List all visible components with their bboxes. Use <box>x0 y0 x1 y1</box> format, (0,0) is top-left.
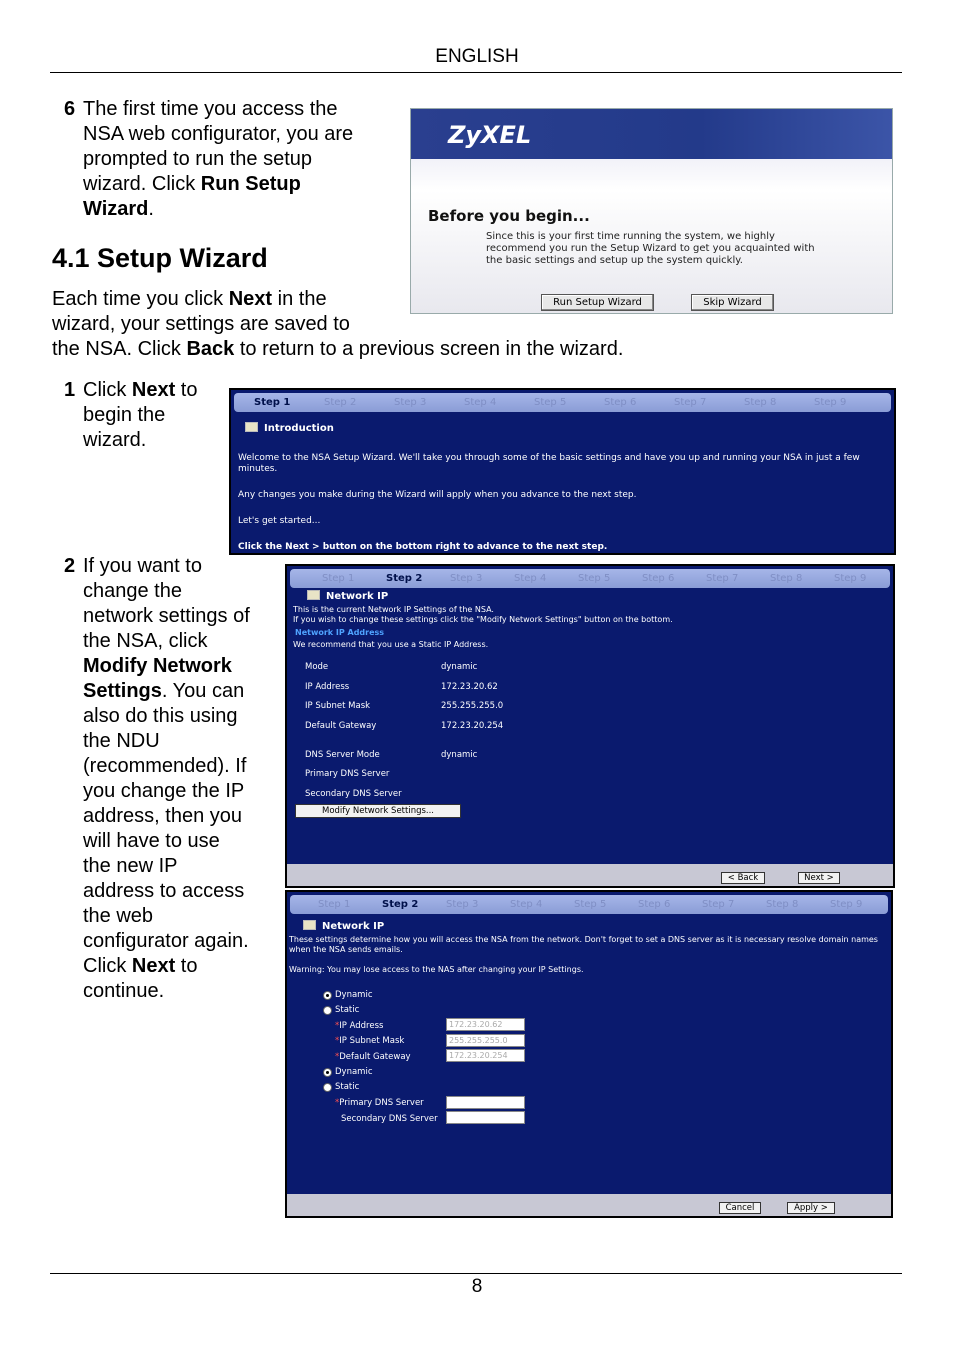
ip-address-input[interactable]: 172.23.20.62 <box>446 1018 525 1031</box>
ip-static-radio[interactable] <box>323 1006 332 1015</box>
footer-rule <box>50 1273 902 1274</box>
network-ip-heading: Network IP <box>307 590 388 602</box>
network-ip-text: If you wish to change these settings click the "Modify Network Settings" button on the bottom. <box>293 615 673 624</box>
subnet-mask-label: *IP Subnet Mask <box>335 1036 405 1046</box>
step6-number: 6 <box>64 98 76 120</box>
setting-label: Secondary DNS Server <box>305 789 402 799</box>
step1-text: 1 Click Next to begin the wizard. <box>64 379 198 451</box>
step-tab[interactable]: Step 6 <box>638 899 671 910</box>
step-tab[interactable]: Step 3 <box>450 573 483 584</box>
step-tab[interactable]: Step 7 <box>702 899 735 910</box>
radio-label: Dynamic <box>335 990 373 1000</box>
intro-text: Let's get started... <box>238 516 321 526</box>
step-tab[interactable]: Step 6 <box>604 397 637 408</box>
next-button[interactable]: Next > <box>798 872 840 884</box>
step-tab[interactable]: Step 4 <box>464 397 497 408</box>
step-tab[interactable]: Step 1 <box>254 397 291 408</box>
back-button[interactable]: < Back <box>721 872 765 884</box>
network-ip-text: We recommend that you use a Static IP Address. <box>293 640 489 649</box>
intro-text: Welcome to the NSA Setup Wizard. We'll take you through some of the basic settings and have you up and running your NSA in just a few minutes. <box>238 453 860 474</box>
step-tab[interactable]: Step 1 <box>322 573 355 584</box>
ip-dynamic-radio[interactable] <box>323 991 332 1000</box>
step-tab[interactable]: Step 3 <box>446 899 479 910</box>
radio-label: Static <box>335 1005 360 1015</box>
page-number: 8 <box>471 1276 483 1297</box>
secondary-dns-input[interactable] <box>446 1111 525 1124</box>
radio-label: Dynamic <box>335 1067 373 1077</box>
step6-text <box>64 97 394 222</box>
step-tab[interactable]: Step 1 <box>318 899 351 910</box>
page-header: ENGLISH <box>435 46 519 67</box>
setting-label: IP Subnet Mask <box>305 701 371 711</box>
step-tab[interactable]: Step 9 <box>834 573 867 584</box>
cancel-button[interactable]: Cancel <box>719 1202 761 1214</box>
step6-line: prompted to run the setup <box>83 148 313 170</box>
step6-line: wizard. Click Run Setup <box>83 173 301 195</box>
warning-text: Warning: You may lose access to the NAS after changing your IP Settings. <box>289 965 584 974</box>
before-you-begin-title: Before you begin... <box>428 207 590 225</box>
intro-instruction: Click the Next > button on the bottom right to advance to the next step. <box>238 542 608 552</box>
setting-value: 255.255.255.0 <box>441 701 504 711</box>
folder-icon <box>307 590 320 600</box>
step-tab[interactable]: Step 3 <box>394 397 427 408</box>
step2-text: 2 If you want to change the network settings of the NSA, click Modify Network Settings. You can also do this using the NDU (recommended). If you change the IP address, then you will have to use the new IP address to access the web configurator again. Click Next to continue. <box>64 555 250 1002</box>
folder-icon <box>303 920 316 930</box>
step-tab[interactable]: Step 5 <box>574 899 607 910</box>
setting-label: Mode <box>305 662 329 672</box>
default-gateway-label: *Default Gateway <box>335 1052 411 1062</box>
wizard-intro-screenshot <box>229 388 896 555</box>
subnet-mask-input[interactable]: 255.255.255.0 <box>446 1034 525 1047</box>
wizard-step-bar <box>290 569 890 588</box>
section-paragraph: Each time you click Next in the wizard, your settings are saved to the NSA. Click Back to return to a previous screen in the wizard. <box>52 288 624 360</box>
step6-line: The first time you access the <box>83 98 338 120</box>
setting-value: dynamic <box>441 750 478 760</box>
step6-line: Wizard. <box>83 198 154 220</box>
step2-number: 2 <box>64 555 76 577</box>
wizard-step-bar <box>234 393 891 412</box>
step-tab[interactable]: Step 5 <box>534 397 567 408</box>
setting-value: 172.23.20.62 <box>441 682 498 692</box>
network-ip-text: This is the current Network IP Settings of the NSA. <box>293 605 494 614</box>
intro-heading: Introduction <box>245 422 334 434</box>
step-tab[interactable]: Step 7 <box>674 397 707 408</box>
default-gateway-input[interactable]: 172.23.20.254 <box>446 1049 525 1062</box>
section-title: 4.1 Setup Wizard <box>52 243 268 273</box>
setting-label: Default Gateway <box>305 721 377 731</box>
step-tab[interactable]: Step 2 <box>386 573 423 584</box>
secondary-dns-label: Secondary DNS Server <box>341 1114 438 1124</box>
before-you-begin-text: Since this is your first time running the system, we highly recommend you run the Setup Wizard to get you acquainted with the basic settings and setup up the system quickly. <box>486 231 815 266</box>
wizard-step-bar <box>290 895 888 914</box>
step-tab[interactable]: Step 4 <box>514 573 547 584</box>
primary-dns-input[interactable] <box>446 1096 525 1109</box>
setting-label: Primary DNS Server <box>305 769 390 779</box>
step1-number: 1 <box>64 379 76 401</box>
setting-label: IP Address <box>305 682 350 692</box>
folder-icon <box>245 422 258 432</box>
step-tab[interactable]: Step 8 <box>770 573 803 584</box>
intro-text: Any changes you make during the Wizard will apply when you advance to the next step. <box>238 490 637 500</box>
run-setup-wizard-button[interactable]: Run Setup Wizard <box>541 294 654 311</box>
modify-network-settings-button[interactable]: Modify Network Settings... <box>295 804 461 818</box>
step-tab[interactable]: Step 9 <box>814 397 847 408</box>
step-tab[interactable]: Step 2 <box>324 397 357 408</box>
network-ip-address-subheading: Network IP Address <box>295 628 385 637</box>
step-tab[interactable]: Step 2 <box>382 899 419 910</box>
primary-dns-label: *Primary DNS Server <box>335 1098 424 1108</box>
step-tab[interactable]: Step 5 <box>578 573 611 584</box>
wizard-network-ip-screenshot <box>285 564 895 888</box>
skip-wizard-button[interactable]: Skip Wizard <box>691 294 774 311</box>
ip-address-label: *IP Address <box>335 1021 384 1031</box>
radio-label: Static <box>335 1082 360 1092</box>
step6-line: NSA web configurator, you are <box>83 123 354 145</box>
setting-value: 172.23.20.254 <box>441 721 504 731</box>
network-ip-heading: Network IP <box>303 920 384 932</box>
setting-label: DNS Server Mode <box>305 750 380 760</box>
apply-button[interactable]: Apply > <box>787 1202 835 1214</box>
zyxel-logo: ZyXEL <box>448 121 532 149</box>
setting-value: dynamic <box>441 662 478 672</box>
wizard-network-ip-edit-screenshot <box>285 890 893 1218</box>
step-tab[interactable]: Step 8 <box>766 899 799 910</box>
dns-static-radio[interactable] <box>323 1083 332 1092</box>
network-ip-text: These settings determine how you will access the NSA from the network. Don't forget to set a DNS server as it is necessary resolve domain names when the NSA sends emails. <box>289 935 878 954</box>
step-tab[interactable]: Step 7 <box>706 573 739 584</box>
header-rule <box>50 72 902 73</box>
zyxel-welcome-screenshot <box>410 108 893 314</box>
dns-dynamic-radio[interactable] <box>323 1068 332 1077</box>
step-tab[interactable]: Step 8 <box>744 397 777 408</box>
step-tab[interactable]: Step 9 <box>830 899 863 910</box>
step-tab[interactable]: Step 6 <box>642 573 675 584</box>
step-tab[interactable]: Step 4 <box>510 899 543 910</box>
